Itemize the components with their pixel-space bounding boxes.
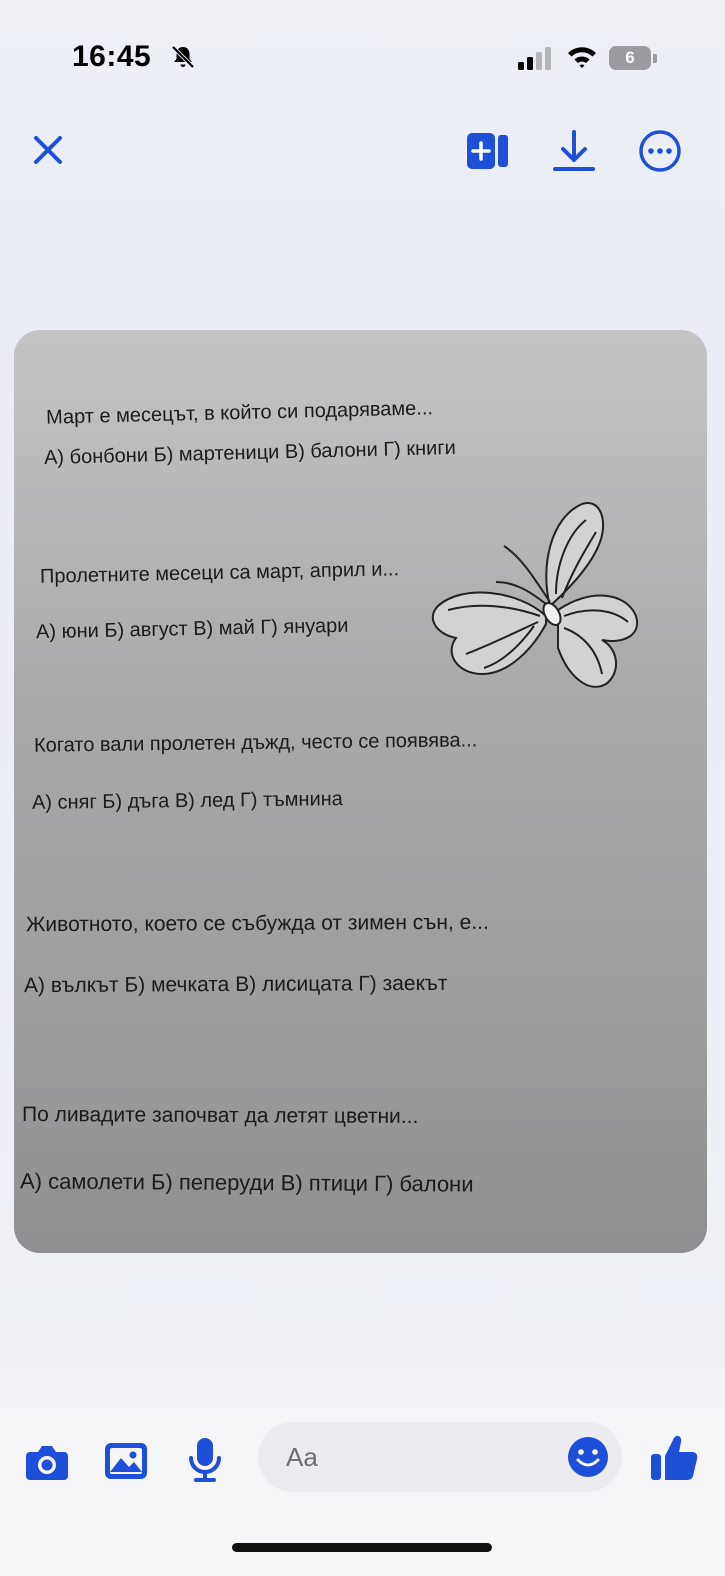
answers-4: А) вълкът Б) мечката В) лисицата Г) заекът (23, 971, 448, 998)
add-page-icon[interactable] (465, 130, 511, 172)
answers-2: А) юни Б) август В) май Г) януари (35, 614, 349, 644)
download-icon[interactable] (551, 128, 597, 174)
question-3: Когато вали пролетен дъжд, често се появява... (33, 729, 478, 757)
bell-slash-icon (170, 44, 196, 70)
emoji-icon[interactable] (566, 1435, 610, 1479)
home-indicator (232, 1543, 492, 1552)
message-input-placeholder: Aa (286, 1442, 318, 1472)
question-2: Пролетните месеци са март, април и... (39, 558, 400, 588)
close-icon[interactable] (28, 130, 68, 170)
status-time: 16:45 (72, 40, 152, 73)
more-icon[interactable] (637, 128, 683, 174)
question-4: Животното, което се събужда от зимен сън, е... (25, 910, 489, 937)
gallery-icon[interactable] (103, 1438, 149, 1484)
microphone-icon[interactable] (182, 1436, 228, 1484)
camera-icon[interactable] (24, 1438, 70, 1484)
battery-icon (609, 46, 657, 70)
question-1: Март е месецът, в който си подаряваме... (45, 397, 434, 429)
worksheet-photo (14, 330, 707, 1253)
question-5: По ливадите започват да летят цветни... (21, 1102, 419, 1129)
answers-3: А) сняг Б) дъга В) лед Г) тъмнина (31, 788, 343, 814)
butterfly-illustration (422, 498, 642, 708)
status-bar (0, 0, 725, 110)
cellular-signal-icon (518, 46, 554, 70)
answers-1: А) бонбони Б) мартеници В) балони Г) книги (43, 436, 457, 470)
answers-5: А) самолети Б) пеперуди В) птици Г) балони (19, 1168, 474, 1197)
thumbs-up-icon[interactable] (648, 1432, 700, 1484)
battery-level: 6 (609, 46, 651, 70)
wifi-icon (566, 44, 598, 70)
